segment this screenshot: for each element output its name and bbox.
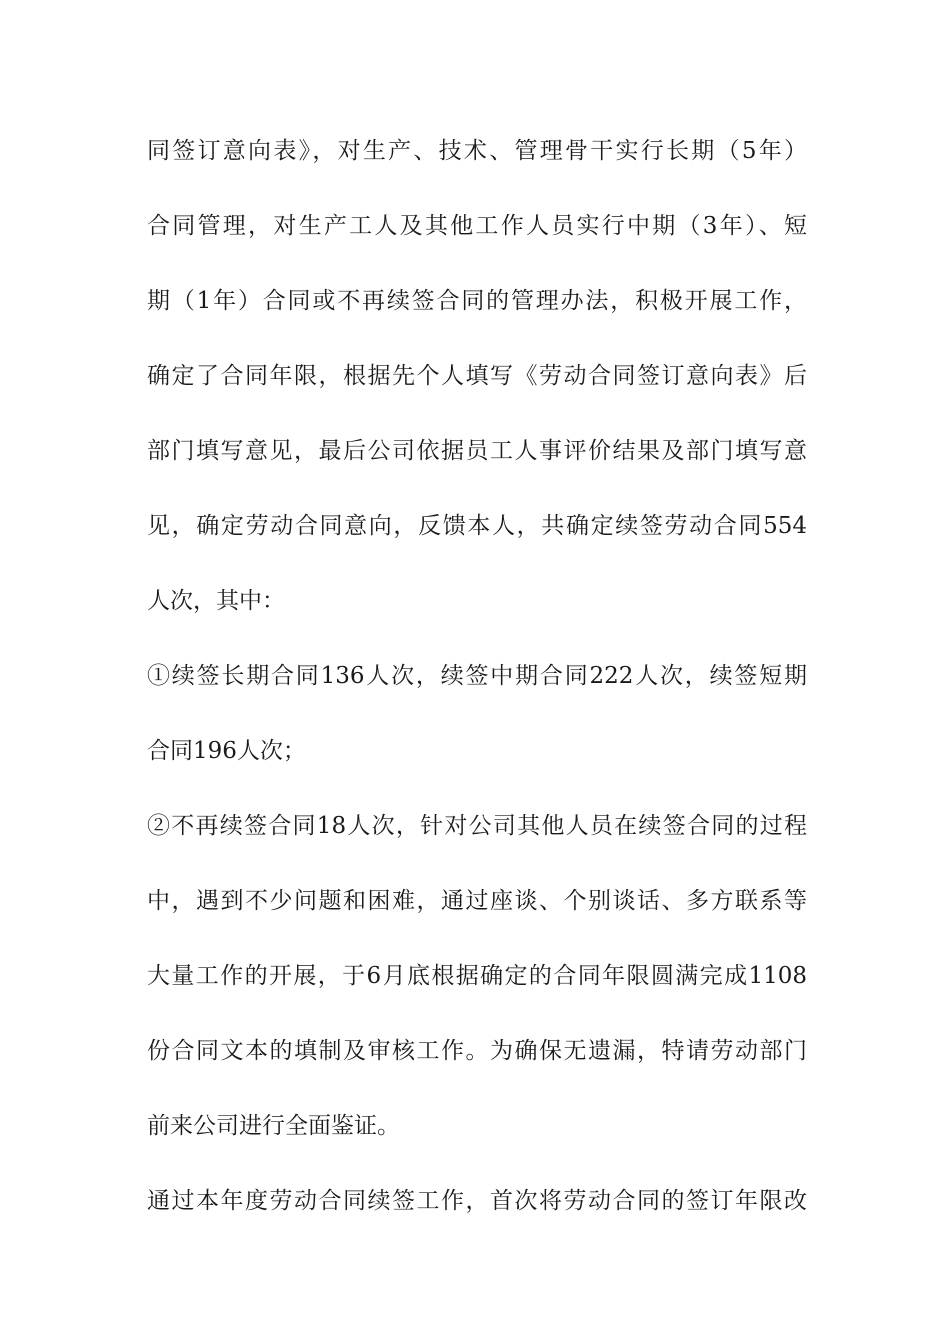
- text-line: ①续签长期合同136人次，续签中期合同222人次，续签短期: [147, 663, 807, 689]
- text-line: 期（1年）合同或不再续签合同的管理办法，积极开展工作，: [147, 288, 807, 314]
- text-line: 人次，其中：: [147, 588, 285, 614]
- text-line: 确定了合同年限，根据先个人填写《劳动合同签订意向表》后: [147, 363, 807, 389]
- text-line: 通过本年度劳动合同续签工作，首次将劳动合同的签订年限改: [147, 1188, 807, 1214]
- text-line: 中，遇到不少问题和困难，通过座谈、个别谈话、多方联系等: [147, 888, 807, 914]
- text-line: 合同管理，对生产工人及其他工作人员实行中期（3年）、短: [147, 213, 807, 239]
- text-line: 部门填写意见，最后公司依据员工人事评价结果及部门填写意: [147, 438, 807, 464]
- text-line: 同签订意向表》，对生产、技术、管理骨干实行长期（5年）: [147, 138, 807, 164]
- text-line: 见，确定劳动合同意向，反馈本人，共确定续签劳动合同554: [147, 513, 807, 539]
- text-line: 大量工作的开展，于6月底根据确定的合同年限圆满完成1108: [147, 963, 807, 989]
- text-line: 前来公司进行全面鉴证。: [147, 1113, 400, 1139]
- text-line: 份合同文本的填制及审核工作。为确保无遗漏，特请劳动部门: [147, 1038, 807, 1064]
- text-line: ②不再续签合同18人次，针对公司其他人员在续签合同的过程: [147, 813, 807, 839]
- text-line: 合同196人次；: [147, 738, 306, 764]
